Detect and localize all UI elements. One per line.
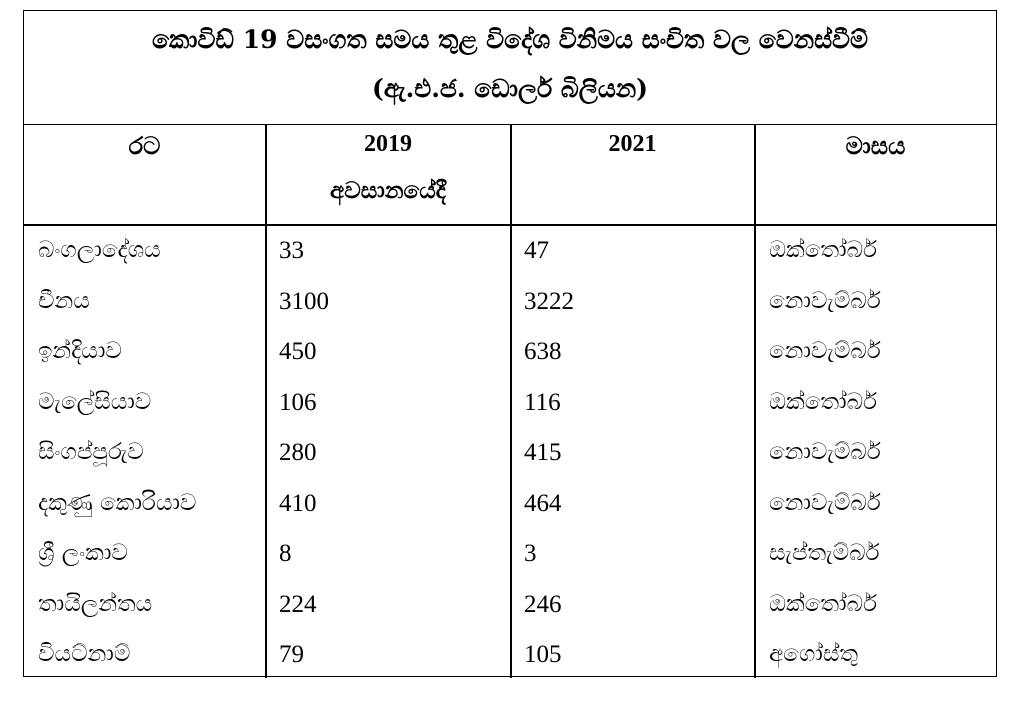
table-row	[24, 227, 996, 278]
month-cell: ඔක්තෝබර්	[769, 237, 877, 263]
country-cell: සිංගප්පූරුව	[38, 439, 144, 465]
value-2019-cell: 224	[279, 590, 317, 618]
header-2021: 2021	[608, 131, 657, 157]
table-row	[24, 631, 996, 682]
header-country: රට	[128, 131, 161, 160]
table-title-block	[24, 11, 996, 125]
value-2021-cell: 415	[524, 439, 562, 466]
month-cell: නොවැම්බර්	[769, 489, 881, 516]
table-title: කොවිඩ් 19 වසංගත සමය තුළ විදේශ විනිමය සංචිත වල වෙනස්වීම්	[151, 25, 869, 54]
table-row	[24, 480, 996, 531]
value-2019-cell: 450	[279, 338, 317, 365]
month-cell: නොවැම්බර්	[769, 338, 881, 364]
country-cell: මැලේසියාව	[38, 388, 152, 415]
month-cell: අගෝස්තු	[769, 641, 859, 667]
table-row	[24, 581, 996, 632]
table-row	[24, 379, 996, 430]
value-2019-cell: 3100	[279, 287, 329, 315]
reserves-table	[23, 10, 997, 677]
table-subtitle-units: (ඇ.එ.ජ. ඩොලර් බිලියන)	[372, 74, 648, 103]
table-row	[24, 278, 996, 329]
country-cell: දකුණු කොරියාව	[38, 489, 197, 516]
value-2019-cell: 280	[279, 439, 317, 466]
month-cell: නොවැම්බර්	[769, 439, 881, 465]
month-cell: සැප්තැම්බර්	[769, 540, 880, 566]
value-2021-cell: 105	[524, 641, 562, 668]
value-2021-cell: 47	[524, 237, 549, 264]
value-2019-cell: 8	[279, 540, 292, 567]
month-cell: ඔක්තෝබර්	[769, 590, 877, 617]
header-2019-sub: අවසානයේදී	[330, 177, 446, 204]
country-cell: චීනය	[38, 287, 90, 314]
value-2021-cell: 464	[524, 489, 562, 517]
table-row	[24, 429, 996, 480]
country-cell: ශ්‍රී ලංකාව	[38, 540, 128, 566]
value-2021-cell: 638	[524, 338, 562, 365]
country-cell: බංගලාදේශය	[38, 237, 161, 263]
header-divider	[24, 224, 996, 226]
table-row	[24, 328, 996, 379]
value-2021-cell: 116	[524, 388, 561, 416]
value-2021-cell: 246	[524, 590, 562, 618]
value-2019-cell: 410	[279, 489, 317, 517]
country-cell: වියට්නාම්	[38, 641, 131, 667]
month-cell: නොවැම්බර්	[769, 287, 881, 314]
value-2019-cell: 33	[279, 237, 304, 264]
value-2019-cell: 106	[279, 388, 317, 416]
country-cell: ඉන්දියාව	[38, 338, 122, 364]
table-row	[24, 530, 996, 581]
header-month: මාසය	[845, 131, 906, 160]
header-2019: 2019	[364, 131, 412, 157]
value-2019-cell: 79	[279, 641, 304, 668]
month-cell: ඔක්තෝබර්	[769, 388, 877, 415]
value-2021-cell: 3222	[524, 287, 574, 315]
value-2021-cell: 3	[524, 540, 537, 567]
country-cell: තායිලන්තය	[38, 590, 153, 617]
